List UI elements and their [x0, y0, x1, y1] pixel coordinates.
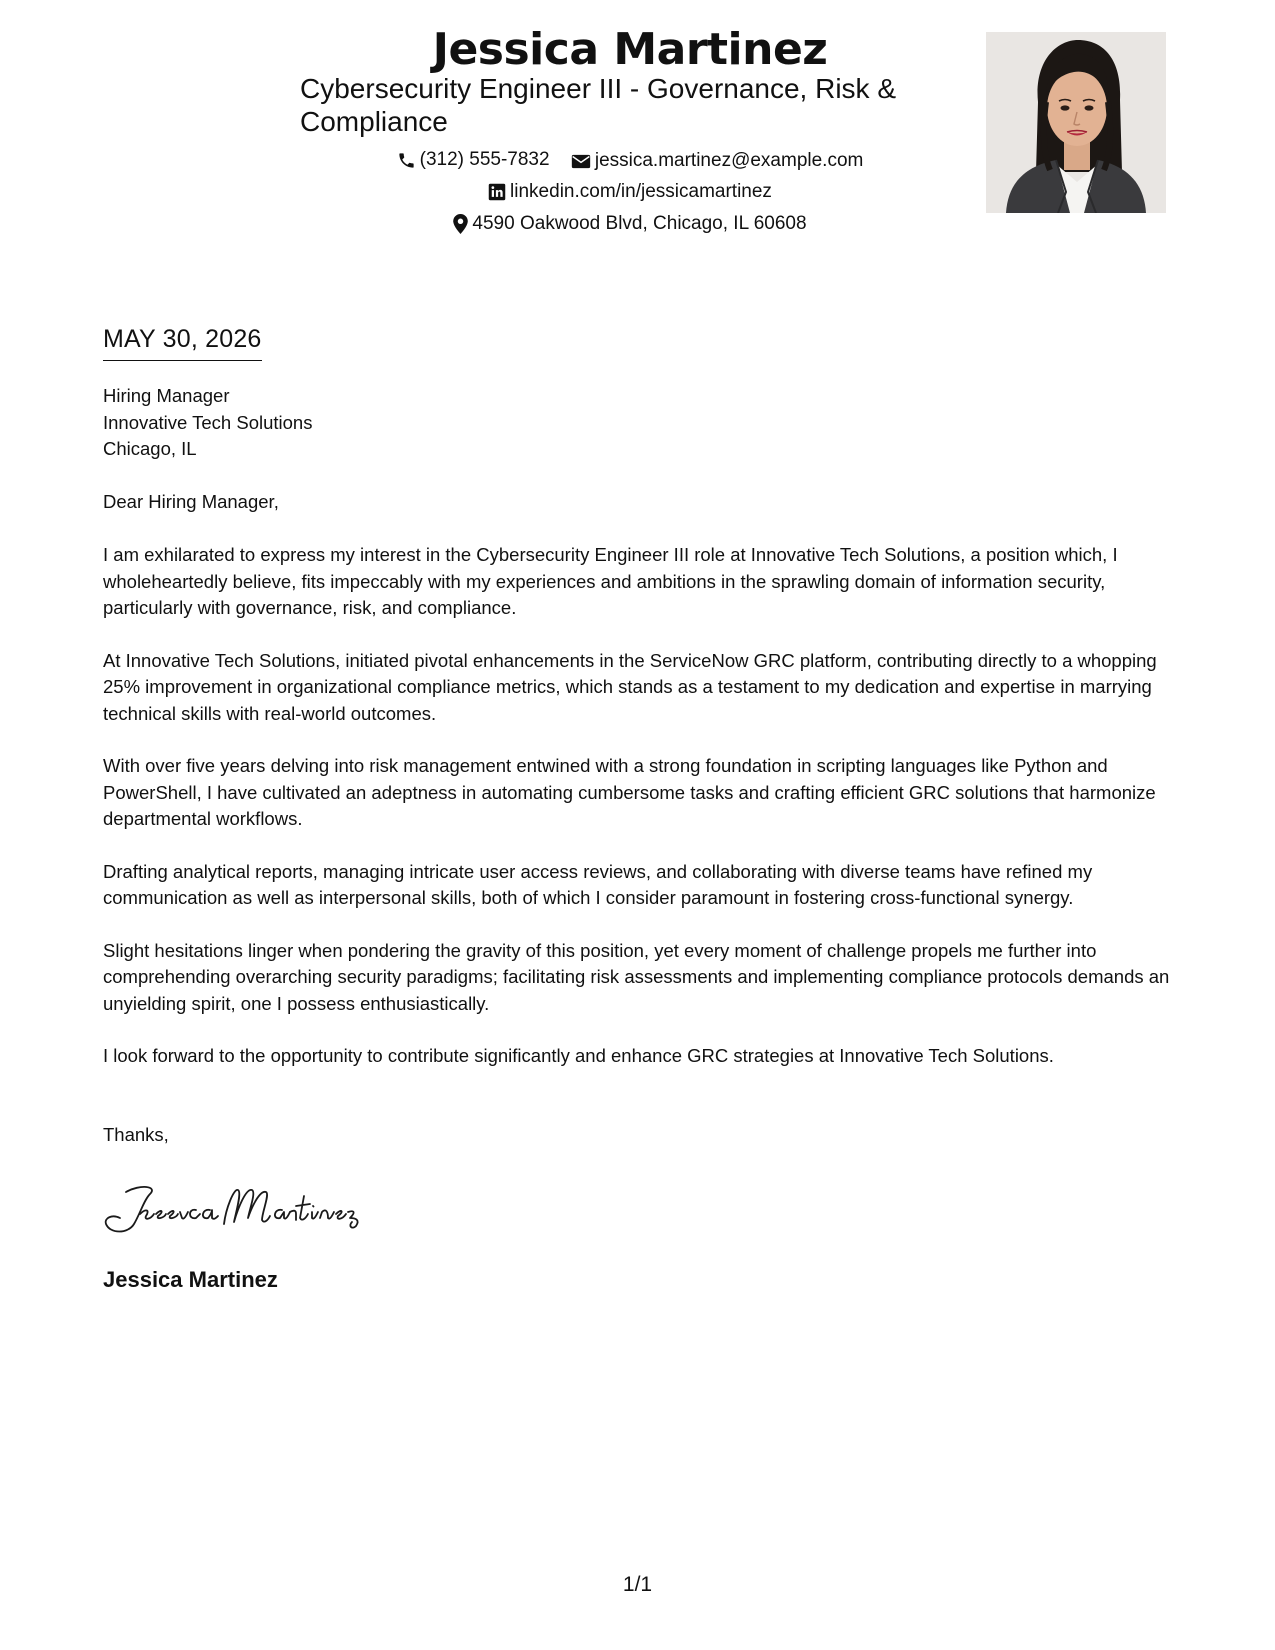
- body-paragraph: With over five years delving into risk management entwined with a strong foundation in scripting languages like Python and PowerShell, I have cultivated an adeptness in automating cumbersome tasks and crafting efficient GRC solutions that harmonize departmental workflows.: [103, 755, 1156, 829]
- closing: Thanks,: [103, 1124, 169, 1145]
- email-address[interactable]: jessica.martinez@example.com: [594, 150, 864, 171]
- body-paragraph: I look forward to the opportunity to contribute significantly and enhance GRC strategies at Innovative Tech Solutions.: [103, 1045, 1054, 1066]
- body-paragraph: I am exhilarated to express my interest in the Cybersecurity Engineer III role at Innovative Tech Solutions, a position which, I wholeheartedly believe, fits impeccably with my experiences and ambitions in the sprawling domain of information security, particularly with governance, risk, and compliance.: [103, 544, 1118, 618]
- signer-name: Jessica Martinez: [103, 1267, 278, 1292]
- phone-number: (312) 555-7832: [419, 149, 550, 170]
- contact-row-linkedin: [300, 180, 960, 208]
- map-pin-icon: [453, 214, 468, 234]
- letter-date: MAY 30, 2026: [103, 324, 262, 361]
- page-number: 1/1: [622, 1573, 653, 1596]
- contact-row-phone-email: [300, 148, 960, 177]
- linkedin-url[interactable]: linkedin.com/in/jessicamartinez: [510, 181, 772, 202]
- salutation: Dear Hiring Manager,: [103, 491, 279, 512]
- body-paragraph: At Innovative Tech Solutions, initiated pivotal enhancements in the ServiceNow GRC platform, contributing directly to a whopping 25% improvement in organizational compliance metrics, which stands as a testament to my dedication and expertise in marrying technical skills with real-world outcomes.: [103, 649, 1157, 724]
- recipient-block: [103, 383, 312, 463]
- applicant-name: Jessica Martinez: [432, 24, 828, 75]
- phone-icon: [397, 151, 416, 170]
- job-title: Cybersecurity Engineer III - Governance, Risk & Compliance: [300, 73, 897, 137]
- envelope-icon: [571, 153, 591, 170]
- linkedin-icon: [488, 183, 506, 201]
- recipient-location: Chicago, IL: [103, 438, 197, 459]
- linkedin-contact: [488, 180, 772, 204]
- profile-photo: [986, 32, 1166, 213]
- street-address: 4590 Oakwood Blvd, Chicago, IL 60608: [472, 213, 807, 234]
- handwritten-signature: [100, 1178, 370, 1238]
- phone-contact: [397, 148, 550, 172]
- recipient-title: Hiring Manager: [103, 385, 230, 406]
- body-paragraph: Drafting analytical reports, managing intricate user access reviews, and collaborating with diverse teams have refined my communication as well as interpersonal skills, both of which I consider paramount in fostering cross-functional synergy.: [103, 860, 1093, 908]
- email-contact: [571, 149, 864, 173]
- recipient-company: Innovative Tech Solutions: [103, 411, 313, 433]
- address-contact: [453, 212, 806, 236]
- letter-body: [103, 542, 1183, 1096]
- contact-row-address: [300, 212, 960, 241]
- body-paragraph: Slight hesitations linger when pondering the gravity of this position, yet every moment of challenge propels me further into comprehending overarching security paradigms; facilitating risk assessments and implementing compliance protocols demands an unyielding spirit, one I possess enthusiastically.: [103, 939, 1170, 1014]
